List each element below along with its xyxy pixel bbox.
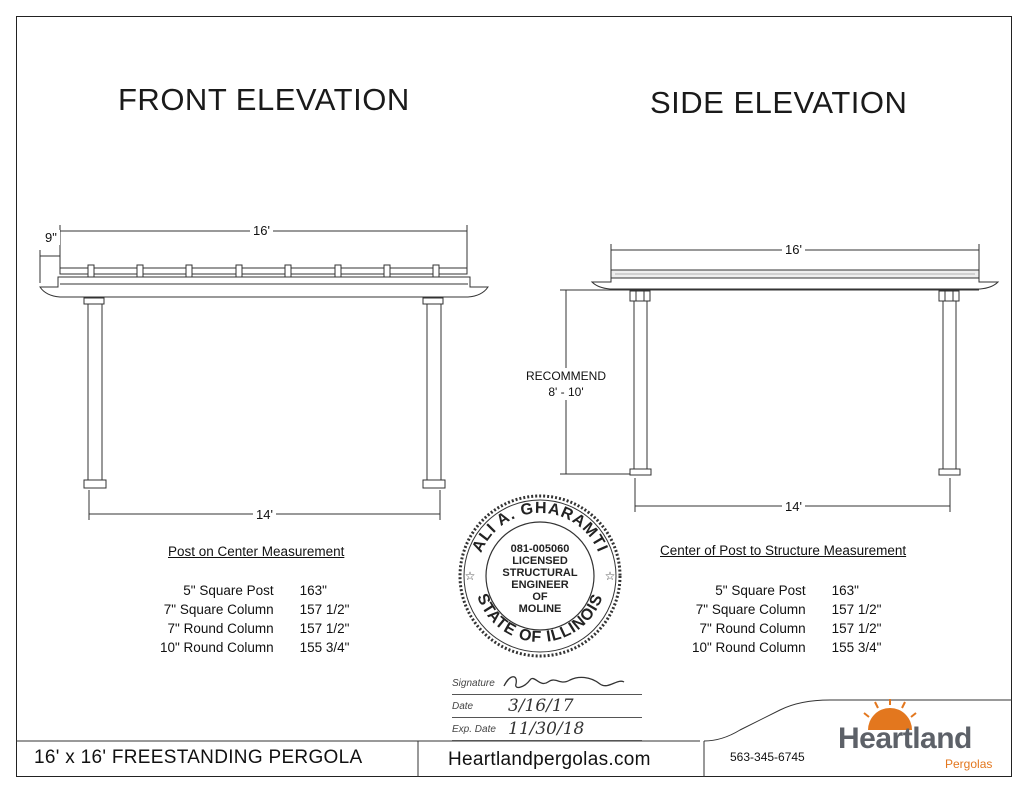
- table-row: 7" Round Column 157 1/2": [167, 621, 350, 636]
- seal-number: 081-005060: [510, 543, 570, 555]
- recommend-range: 8' - 10': [548, 385, 584, 399]
- front-top-dimension: 16': [250, 223, 273, 238]
- phone-number: 563-345-6745: [730, 750, 805, 764]
- recommended-height-note: [514, 368, 618, 400]
- side-top-dimension: 16': [782, 242, 805, 257]
- handwritten-signature: [500, 670, 630, 694]
- website-link[interactable]: Heartlandpergolas.com: [448, 749, 651, 770]
- exp-date-label: Exp. Date: [452, 724, 496, 735]
- date-label: Date: [452, 701, 474, 712]
- table-row: 10" Round Column 155 3/4": [160, 640, 350, 655]
- seal-state: STATE OF ILLINOIS: [473, 591, 607, 647]
- post-on-center-title: Post on Center Measurement: [168, 544, 345, 559]
- post-on-center-table: [160, 581, 349, 657]
- front-elevation-drawing: [40, 225, 488, 520]
- seal-star-right: ☆: [604, 569, 616, 583]
- engineer-seal: [460, 496, 620, 656]
- table-row: 5" Square Post 163": [183, 583, 327, 598]
- product-title: 16' x 16' FREESTANDING PERGOLA: [34, 747, 363, 768]
- date-value: 3/16/17: [508, 696, 574, 716]
- front-elevation-title: FRONT ELEVATION: [118, 82, 410, 117]
- signature-block: [452, 672, 642, 741]
- table-row: 10" Round Column 155 3/4": [692, 640, 882, 655]
- seal-of: OF: [532, 591, 548, 603]
- front-bottom-dimension: 14': [253, 507, 276, 522]
- seal-licensed: LICENSED: [512, 555, 568, 567]
- table-row: 7" Square Column 157 1/2": [163, 602, 350, 617]
- seal-structural: STRUCTURAL: [502, 567, 578, 579]
- recommend-label: RECOMMEND: [526, 369, 606, 383]
- exp-date-value: 11/30/18: [508, 719, 585, 739]
- heartland-logo: Heartland: [838, 722, 972, 755]
- front-overhang-dimension: 9": [42, 230, 60, 245]
- side-elevation-title: SIDE ELEVATION: [650, 85, 908, 120]
- seal-city: MOLINE: [518, 603, 562, 615]
- side-elevation-drawing: [560, 244, 998, 512]
- table-row: 7" Round Column 157 1/2": [699, 621, 882, 636]
- signature-label: Signature: [452, 678, 495, 689]
- heartland-logo-sub: Pergolas: [945, 757, 993, 771]
- seal-star-left: ☆: [464, 569, 476, 583]
- table-row: 5" Square Post 163": [715, 583, 859, 598]
- center-to-structure-table: [692, 581, 881, 657]
- side-bottom-dimension: 14': [782, 499, 805, 514]
- table-row: 7" Square Column 157 1/2": [695, 602, 882, 617]
- seal-name: ALI A. GHARAMTI: [469, 499, 611, 556]
- seal-engineer: ENGINEER: [511, 579, 569, 591]
- center-to-structure-title: Center of Post to Structure Measurement: [660, 543, 907, 558]
